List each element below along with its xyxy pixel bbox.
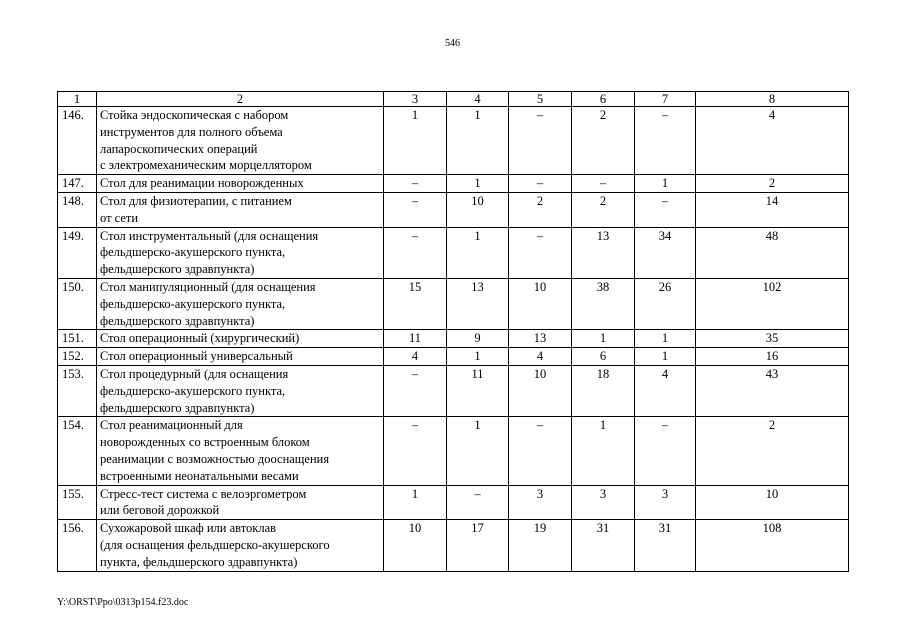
value-col-8: 2 [696, 417, 849, 485]
value-col-4: 1 [447, 348, 509, 366]
header-cell: 4 [447, 92, 509, 107]
value-col-6: – [572, 175, 635, 193]
value-col-6: 38 [572, 278, 635, 329]
value-col-5: 13 [509, 330, 572, 348]
value-col-8: 16 [696, 348, 849, 366]
value-col-7: 1 [635, 175, 696, 193]
item-name-line: инструментов для полного объема [100, 124, 283, 139]
item-name-line: Стол инструментальный (для оснащения [100, 228, 319, 243]
value-col-3: – [384, 227, 447, 278]
value-col-5: – [509, 175, 572, 193]
item-name-line: Стол операционный (хирургический) [100, 331, 300, 346]
value-col-7: 1 [635, 348, 696, 366]
row-number: 155. [58, 485, 97, 520]
value-col-5: 10 [509, 278, 572, 329]
header-cell: 1 [58, 92, 97, 107]
item-name [97, 485, 384, 520]
table-row [58, 227, 849, 278]
table-row [58, 278, 849, 329]
row-number: 149. [58, 227, 97, 278]
value-col-4: 17 [447, 520, 509, 571]
value-col-6: 31 [572, 520, 635, 571]
value-col-5: 3 [509, 485, 572, 520]
header-cell: 6 [572, 92, 635, 107]
row-number: 153. [58, 365, 97, 416]
value-col-6: 3 [572, 485, 635, 520]
value-col-5: – [509, 107, 572, 175]
table-row [58, 520, 849, 571]
value-col-3: 1 [384, 485, 447, 520]
item-name-line: встроенными неонатальными весами [100, 468, 299, 483]
value-col-3: 10 [384, 520, 447, 571]
table-row [58, 365, 849, 416]
item-name [97, 192, 384, 227]
item-name-line: (для оснащения фельдшерско-акушерского [100, 537, 330, 552]
value-col-7: 26 [635, 278, 696, 329]
value-col-7: 3 [635, 485, 696, 520]
table-row [58, 192, 849, 227]
value-col-3: – [384, 175, 447, 193]
value-col-8: 2 [696, 175, 849, 193]
value-col-6: 18 [572, 365, 635, 416]
item-name-line: лапароскопических операций [100, 141, 258, 156]
row-number: 156. [58, 520, 97, 571]
value-col-8: 48 [696, 227, 849, 278]
item-name-line: Стойка эндоскопическая с набором [100, 108, 289, 122]
value-col-7: 31 [635, 520, 696, 571]
item-name-line: пункта, фельдшерского здравпункта) [100, 554, 298, 569]
item-name [97, 278, 384, 329]
value-col-5: 19 [509, 520, 572, 571]
item-name-line: Стол реанимационный для [100, 418, 243, 433]
value-col-3: – [384, 417, 447, 485]
value-col-5: – [509, 417, 572, 485]
value-col-5: 4 [509, 348, 572, 366]
value-col-7: 4 [635, 365, 696, 416]
value-col-4: 1 [447, 227, 509, 278]
value-col-3: 11 [384, 330, 447, 348]
value-col-7: – [635, 107, 696, 175]
item-name-line: Стол процедурный (для оснащения [100, 366, 289, 381]
item-name-line: или беговой дорожкой [100, 503, 220, 518]
item-name [97, 348, 384, 366]
item-name [97, 175, 384, 193]
value-col-8: 4 [696, 107, 849, 175]
item-name-line: фельдшерско-акушерского пункта, [100, 383, 286, 398]
page-number: 546 [445, 38, 460, 49]
row-number: 147. [58, 175, 97, 193]
value-col-4: 13 [447, 278, 509, 329]
value-col-4: 1 [447, 417, 509, 485]
value-col-5: 2 [509, 192, 572, 227]
row-number: 146. [58, 107, 97, 175]
item-name-line: Стресс-тест система с велоэргометром [100, 486, 307, 501]
value-col-3: – [384, 192, 447, 227]
header-cell: 5 [509, 92, 572, 107]
item-name-line: Сухожаровой шкаф или автоклав [100, 521, 277, 536]
item-name [97, 417, 384, 485]
value-col-6: 2 [572, 107, 635, 175]
value-col-8: 35 [696, 330, 849, 348]
row-number: 154. [58, 417, 97, 485]
row-number: 150. [58, 278, 97, 329]
value-col-7: – [635, 417, 696, 485]
item-name [97, 520, 384, 571]
table-row [58, 175, 849, 193]
value-col-5: – [509, 227, 572, 278]
value-col-4: 1 [447, 107, 509, 175]
row-number: 148. [58, 192, 97, 227]
item-name [97, 330, 384, 348]
item-name [97, 365, 384, 416]
value-col-8: 14 [696, 192, 849, 227]
value-col-7: 1 [635, 330, 696, 348]
item-name-line: фельдшерского здравпункта) [100, 400, 255, 415]
value-col-5: 10 [509, 365, 572, 416]
item-name-line: Стол для реанимации новорожденных [100, 176, 304, 191]
item-name-line: фельдшерского здравпункта) [100, 262, 255, 277]
value-col-6: 13 [572, 227, 635, 278]
value-col-8: 10 [696, 485, 849, 520]
item-name-line: новорожденных со встроенным блоком [100, 435, 310, 450]
item-name [97, 227, 384, 278]
header-cell: 7 [635, 92, 696, 107]
value-col-3: 1 [384, 107, 447, 175]
value-col-6: 2 [572, 192, 635, 227]
item-name-line: Стол для физиотерапии, с питанием [100, 193, 292, 208]
value-col-6: 1 [572, 417, 635, 485]
value-col-3: 15 [384, 278, 447, 329]
item-name-line: от сети [100, 210, 139, 225]
header-cell: 2 [97, 92, 384, 107]
item-name-line: Стол манипуляционный (для оснащения [100, 279, 316, 294]
value-col-4: 9 [447, 330, 509, 348]
table-row [58, 330, 849, 348]
value-col-6: 1 [572, 330, 635, 348]
table-row [58, 348, 849, 366]
item-name-line: с электромеханическим морцеллятором [100, 158, 312, 173]
item-name [97, 107, 384, 175]
table-row [58, 417, 849, 485]
header-cell: 8 [696, 92, 849, 107]
row-number: 152. [58, 348, 97, 366]
item-name-line: реанимации с возможностью дооснащения [100, 451, 330, 466]
item-name-line: фельдшерско-акушерского пункта, [100, 245, 286, 260]
value-col-8: 102 [696, 278, 849, 329]
value-col-4: 10 [447, 192, 509, 227]
item-name-line: фельдшерско-акушерского пункта, [100, 296, 286, 311]
table-row [58, 107, 849, 175]
table-row [58, 485, 849, 520]
value-col-4: 11 [447, 365, 509, 416]
row-number: 151. [58, 330, 97, 348]
footer-file-path: Y:\ORST\Ppo\0313p154.f23.doc [57, 597, 189, 608]
header-cell: 3 [384, 92, 447, 107]
value-col-6: 6 [572, 348, 635, 366]
value-col-8: 108 [696, 520, 849, 571]
value-col-4: 1 [447, 175, 509, 193]
value-col-7: 34 [635, 227, 696, 278]
item-name-line: фельдшерского здравпункта) [100, 313, 255, 328]
item-name-line: Стол операционный универсальный [100, 349, 293, 364]
value-col-4: – [447, 485, 509, 520]
equipment-table [57, 91, 849, 572]
header-row [58, 92, 849, 107]
value-col-8: 43 [696, 365, 849, 416]
value-col-7: – [635, 192, 696, 227]
value-col-3: – [384, 365, 447, 416]
value-col-3: 4 [384, 348, 447, 366]
